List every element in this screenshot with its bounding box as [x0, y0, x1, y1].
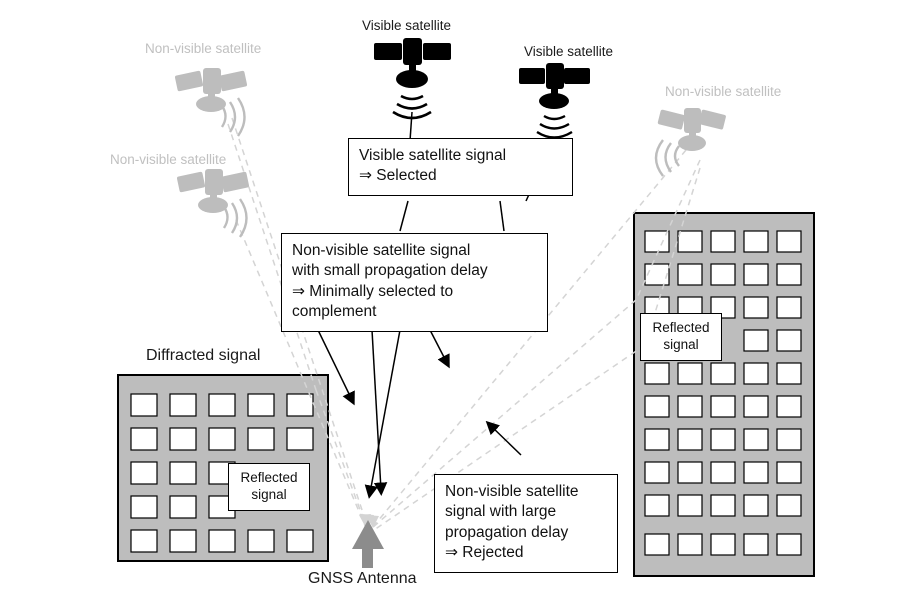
- tag-right-line1: Reflected: [652, 320, 710, 335]
- callout-large-line2: signal with large: [445, 503, 557, 521]
- callout-visible-line2: ⇒ Selected: [359, 167, 437, 185]
- callout-small-propagation-delay: [281, 233, 548, 332]
- callout-small-line1: Non-visible satellite signal: [292, 242, 471, 259]
- callout-visible-line1: Visible satellite signal: [359, 147, 507, 164]
- callout-large-propagation-delay: [434, 474, 618, 573]
- ray-large-delay-pointer: [490, 425, 521, 455]
- label-nonvisible-satellite-upper-left: Non-visible satellite: [145, 41, 262, 56]
- ray-small-delay-d: [430, 330, 447, 363]
- tag-left-line1: Reflected: [240, 470, 298, 485]
- ray-top-sat-to-callout: [410, 112, 412, 141]
- tag-right-line2: signal: [663, 337, 699, 353]
- ray-callout-to-callout: [400, 201, 408, 231]
- label-diffracted-signal: Diffracted signal: [146, 347, 261, 364]
- callout-large-line3: propagation delay: [445, 523, 569, 541]
- ray-small-delay-a: [318, 330, 352, 400]
- label-nonvisible-satellite-lower-left: Non-visible satellite: [110, 152, 227, 167]
- ray-callout2-to-callout: [500, 201, 504, 231]
- tag-left-reflected-signal: [228, 463, 310, 511]
- callout-small-line4: complement: [292, 303, 377, 321]
- label-visible-satellite-right: Visible satellite: [524, 44, 614, 59]
- ray-small-delay-b: [372, 330, 381, 490]
- gnss-antenna-icon: [352, 520, 384, 568]
- callout-small-line3: ⇒ Minimally selected to: [292, 282, 454, 300]
- callout-small-line2: with small propagation delay: [292, 262, 488, 280]
- ray-small-delay-c: [370, 330, 400, 493]
- callout-large-line4: ⇒ Rejected: [445, 544, 524, 562]
- callout-visible-satellite-signal: [348, 138, 573, 196]
- label-visible-satellite-top: Visible satellite: [362, 18, 452, 33]
- callout-large-line1: Non-visible satellite: [445, 483, 579, 500]
- tag-left-line2: signal: [251, 487, 287, 503]
- label-nonvisible-satellite-right: Non-visible satellite: [665, 84, 782, 99]
- label-gnss-antenna: GNSS Antenna: [308, 570, 417, 587]
- tag-right-reflected-signal: [640, 313, 722, 361]
